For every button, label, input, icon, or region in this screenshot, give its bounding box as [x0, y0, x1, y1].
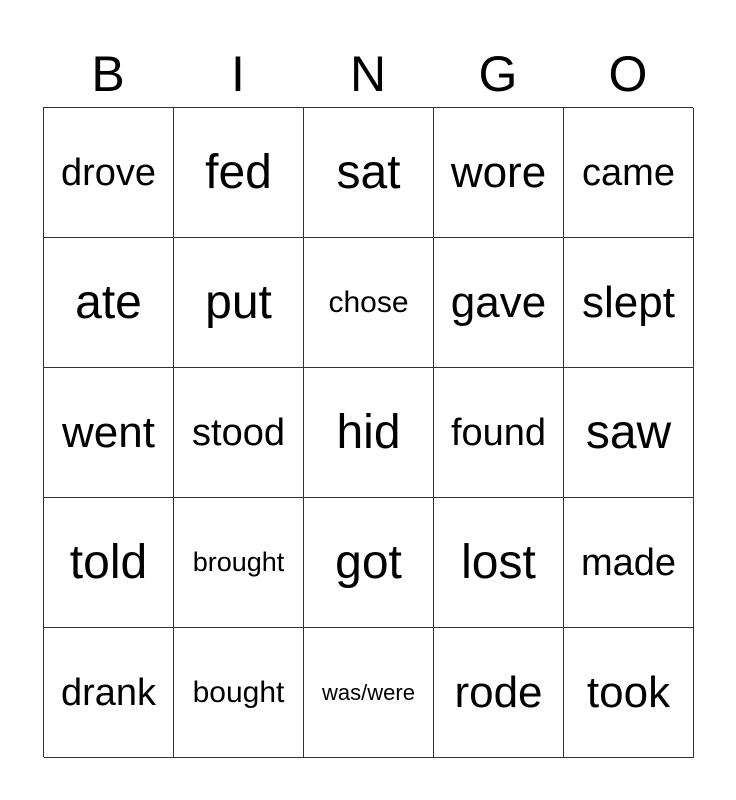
bingo-cell[interactable]: hid: [304, 368, 434, 498]
bingo-cell[interactable]: fed: [174, 108, 304, 238]
bingo-cell[interactable]: brought: [174, 498, 304, 628]
bingo-cell[interactable]: got: [304, 498, 434, 628]
bingo-cell[interactable]: ate: [44, 238, 174, 368]
bingo-cell[interactable]: was/were: [304, 628, 434, 758]
bingo-cell[interactable]: found: [434, 368, 564, 498]
bingo-board: [43, 107, 693, 757]
header-letter-i: I: [231, 46, 245, 102]
bingo-cell[interactable]: gave: [434, 238, 564, 368]
bingo-cell[interactable]: bought: [174, 628, 304, 758]
bingo-cell[interactable]: chose: [304, 238, 434, 368]
header-letter-g: G: [478, 46, 518, 102]
bingo-cell[interactable]: sat: [304, 108, 434, 238]
bingo-cell[interactable]: made: [564, 498, 694, 628]
bingo-cell[interactable]: saw: [564, 368, 694, 498]
header-letter-b: B: [91, 46, 125, 102]
bingo-header: [43, 42, 693, 106]
bingo-cell[interactable]: told: [44, 498, 174, 628]
bingo-cell[interactable]: lost: [434, 498, 564, 628]
bingo-cell[interactable]: slept: [564, 238, 694, 368]
bingo-cell[interactable]: wore: [434, 108, 564, 238]
bingo-cell[interactable]: came: [564, 108, 694, 238]
bingo-cell[interactable]: drove: [44, 108, 174, 238]
header-letter-o: O: [608, 46, 648, 102]
header-letter-n: N: [349, 46, 387, 102]
bingo-cell[interactable]: drank: [44, 628, 174, 758]
bingo-cell[interactable]: stood: [174, 368, 304, 498]
bingo-cell[interactable]: put: [174, 238, 304, 368]
bingo-cell[interactable]: went: [44, 368, 174, 498]
bingo-cell[interactable]: took: [564, 628, 694, 758]
bingo-cell[interactable]: rode: [434, 628, 564, 758]
